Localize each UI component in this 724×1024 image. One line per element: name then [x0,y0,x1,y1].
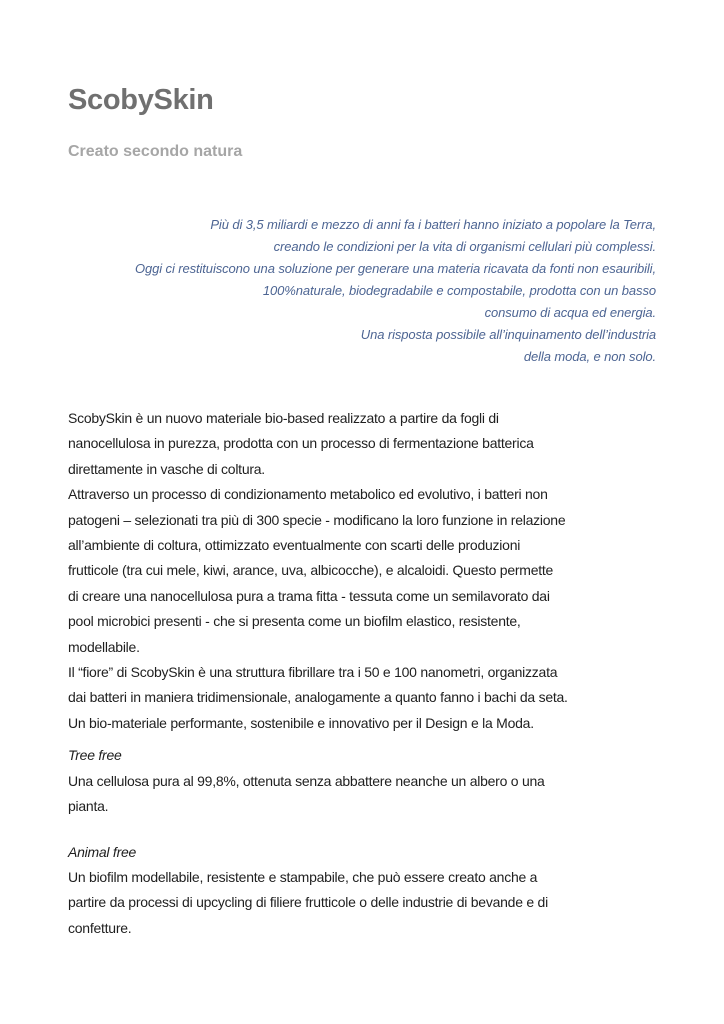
body-line: pool microbici presenti - che si presenta come un biofilm elastico, resistente, [68,613,521,630]
intro-quote-line: Oggi ci restituiscono una soluzione per generare una materia ricavata da fonti non esauribili, [134,261,656,276]
intro-quote-line: Una risposta possibile all’inquinamento dell’industria [360,327,656,342]
body-line: Attraverso un processo di condizionamento metabolico ed evolutivo, i batteri non [68,486,548,503]
main-body-paragraph [68,406,656,736]
document-content [68,84,656,941]
intro-quote-line: consumo di acqua ed energia. [484,305,656,320]
animal-free-heading: Animal free [68,843,137,860]
tree-free-line: Una cellulosa pura al 99,8%, ottenuta senza abbattere neanche un albero o una [68,772,545,789]
intro-quote-line: della moda, e non solo. [523,349,656,364]
animal-free-line: Un biofilm modellabile, resistente e stampabile, che può essere creato anche a [68,868,538,885]
tree-free-section [68,743,656,819]
intro-quote-line: Più di 3,5 miliardi e mezzo di anni fa i batteri hanno iniziato a popolare la Terra, [210,217,656,232]
intro-quote-line: 100%naturale, biodegradabile e compostabile, prodotta con un basso [262,283,656,298]
intro-quote-block [68,214,656,368]
body-line: nanocellulosa in purezza, prodotta con un processo di fermentazione batterica [68,435,534,452]
body-line: modellabile. [68,638,140,655]
body-line: Il “fiore” di ScobySkin è una struttura fibrillare tra i 50 e 100 nanometri, organizzata [68,664,558,681]
body-line: ScobySkin è un nuovo materiale bio-based realizzato a partire da fogli di [68,410,499,426]
body-line: di creare una nanocellulosa pura a trama fitta - tessuta come un semilavorato dai [68,587,550,604]
animal-free-line: confetture. [68,919,132,936]
body-line: frutticole (tra cui mele, kiwi, arance, uva, albicocche), e alcaloidi. Questo permette [68,562,554,579]
body-line: dai batteri in maniera tridimensionale, analogamente a quanto fanno i bachi da seta. [68,689,568,706]
body-line: Un bio-materiale performante, sostenibile e innovativo per il Design e la Moda. [68,714,534,731]
intro-quote-line: creando le condizioni per la vita di organismi cellulari più complessi. [273,239,656,254]
animal-free-line: partire da processi di upcycling di filiere frutticole o delle industrie di bevande e di [68,894,548,911]
page-subtitle: Creato secondo natura [68,143,243,160]
page-title: ScobySkin [68,84,214,116]
body-line: all’ambiente di coltura, ottimizzato eventualmente con scarti delle produzioni [68,537,521,554]
tree-free-line: pianta. [68,798,109,815]
body-line: direttamente in vasche di coltura. [68,460,265,477]
body-line: patogeni – selezionati tra più di 300 specie - modificano la loro funzione in relazione [68,511,566,528]
tree-free-heading: Tree free [68,747,122,764]
animal-free-section [68,840,656,942]
